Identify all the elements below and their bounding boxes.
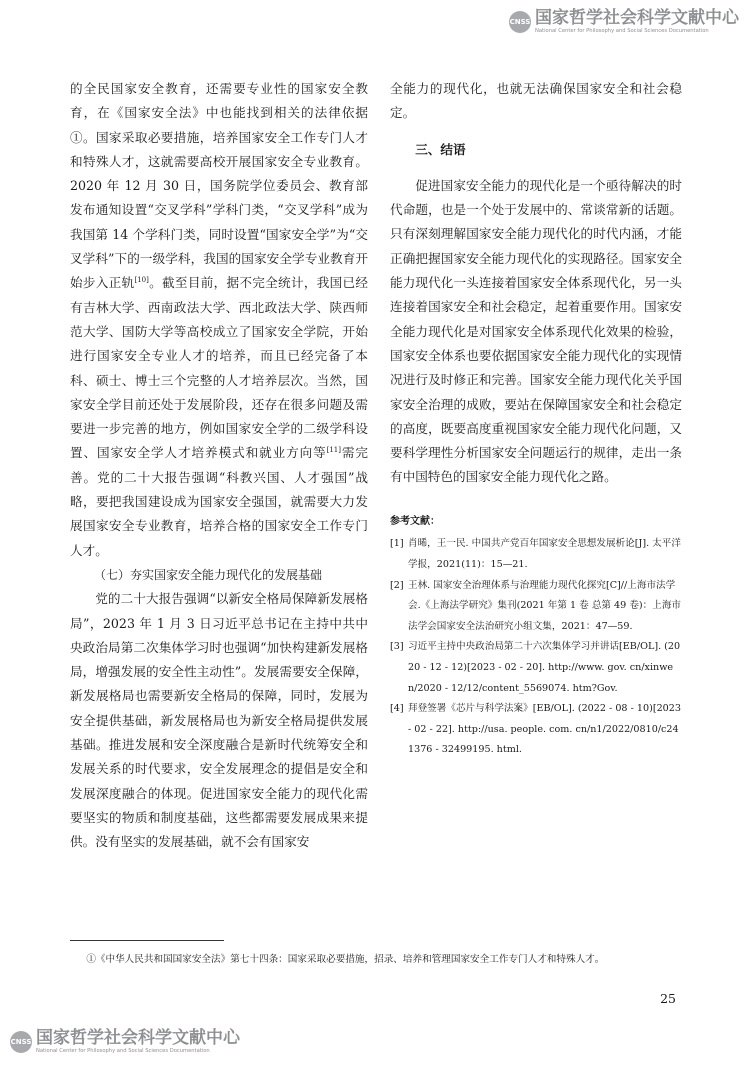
reference-item: [1] 肖晞，王一民. 中国共产党百年国家安全思想发展析论[J]. 太平洋学报，2021(11)：15—21. (390, 538, 681, 570)
references-title: 参考文献： (390, 515, 440, 527)
citation-11: [11] (326, 446, 341, 455)
reference-item: [2] 王林. 国家安全治理体系与治理能力现代化探究[C]//上海市法学会.《上海法学研究》集刊(2021 年第 1 卷 总第 49 卷)：上海市法学会国家安全法治研究小组文集，2021：47—59. (390, 579, 682, 632)
logo-emblem-icon: CNSS (10, 1031, 32, 1053)
reference-item: [3] 习近平主持中央政治局第二十六次集体学习并讲话[EB/OL]. (2020 - 12 - 12)[2023 - 02 - 20]. http://www. gov. cn/xinwen/2020 - 12/12/content_5569074. htm?Gov. (390, 641, 681, 694)
footnote-divider (70, 940, 224, 941)
section-heading-conclusion: 三、结语 (415, 141, 466, 157)
page-number: 25 (660, 991, 676, 1006)
logo-chinese-name: 国家哲学社会科学文献中心 (36, 1028, 240, 1048)
left-column (70, 77, 368, 855)
right-paragraph-0: 全能力的现代化，也就无法确保国家安全和社会稳定。 (390, 81, 682, 121)
right-column (390, 77, 682, 761)
left-paragraph-1: 的全民国家安全教育，还需要专业性的国家安全教育，在《国家安全法》中也能找到相关的法律依据①。国家采取必要措施，培养国家安全工作专门人才和特殊人才，这就需要高校开展国家安全专业教育。2020 年 12 月 30 日，国务院学位委员会、教育部发布通知设置“交叉学科”学科门类，“交叉学科”成为我国第 14 个学科门类，同时设置“国家安全学”为“交叉学科”下的一级学科，我国的国家安全学专业教育开始步入正轨[10]。截至目前，据不完全统计，我国已经有吉林大学、西南政法大学、西北政法大学、陕西师范大学、国防大学等高校成立了国家安全学院，开始进行国家安全专业人才的培养，而且已经完备了本科、硕士、博士三个完整的人才培养层次。当然，国家安全学目前还处于发展阶段，还存在很多问题及需要进一步完善的地方，例如国家安全学的二级学科设置、国家安全学人才培养模式和就业方向等[11]需完善。党的二十大报告强调“科教兴国、人才强国”战略，要把我国建设成为国家安全强国，就需要大力发展国家安全专业教育，培养合格的国家安全工作专门人才。 (70, 81, 369, 558)
logo-english-name: National Center for Philosophy and Social Sciences Documentation (535, 28, 709, 34)
right-paragraph-1: 促进国家安全能力的现代化是一个亟待解决的时代命题，也是一个处于发展中的、常谈常新的话题。只有深刻理解国家安全能力现代化的时代内涵，才能正确把握国家安全能力现代化的实现路径。国家安全能力现代化一头连接着国家安全体系现代化，另一头连接着国家安全和社会稳定，起着重要作用。国家安全能力现代化是对国家安全体系现代化效果的检验，国家安全体系也要依据国家安全能力现代化的实现情况进行及时修正和完善。国家安全能力现代化关乎国家安全治理的成败，要站在保障国家安全和社会稳定的高度，既要高度重视国家安全能力现代化问题，又要科学理性分析国家安全问题运行的规律，走出一条有中国特色的国家安全能力现代化之路。 (390, 177, 682, 485)
logo-emblem-icon: CNSS (509, 11, 531, 33)
logo-chinese-name: 国家哲学社会科学文献中心 (535, 8, 739, 28)
header-logo (509, 10, 739, 34)
reference-item: [4] 拜登签署《芯片与科学法案》[EB/OL]. (2022 - 08 - 10)[2023 - 02 - 22]. http://usa. people. com. cn/n1/2022/0810/c241376 - 32499195. html. (390, 703, 681, 756)
footnote: ①《中华人民共和国国家安全法》第七十四条：国家采取必要措施，招录、培养和管理国家安全工作专门人才和特殊人才。 (86, 954, 605, 965)
citation-10: [10] (134, 276, 149, 285)
logo-english-name: National Center for Philosophy and Social Sciences Documentation (36, 1048, 210, 1054)
footer-logo (10, 1030, 240, 1054)
references (390, 512, 682, 761)
subheading-7: （七）夯实国家安全能力现代化的发展基础 (94, 567, 323, 582)
left-paragraph-2: 党的二十大报告强调“以新安全格局保障新发展格局”，2023 年 1 月 3 日习近平总书记在主持中共中央政治局第二次集体学习时也强调“加快构建新发展格局，增强发展的安全性主动性”。发展需要安全保障，新发展格局也需要新安全格局的保障，同时，发展为安全提供基础，新发展格局也为新安全格局提供发展基础。推进发展和安全深度融合是新时代统筹安全和发展关系的时代要求，安全发展理念的提倡是安全和发展深度融合的体现。促进国家安全能力的现代化需要坚实的物质和制度基础，这些都需要发展成果来提供。没有坚实的发展基础，就不会有国家安 (70, 591, 368, 850)
